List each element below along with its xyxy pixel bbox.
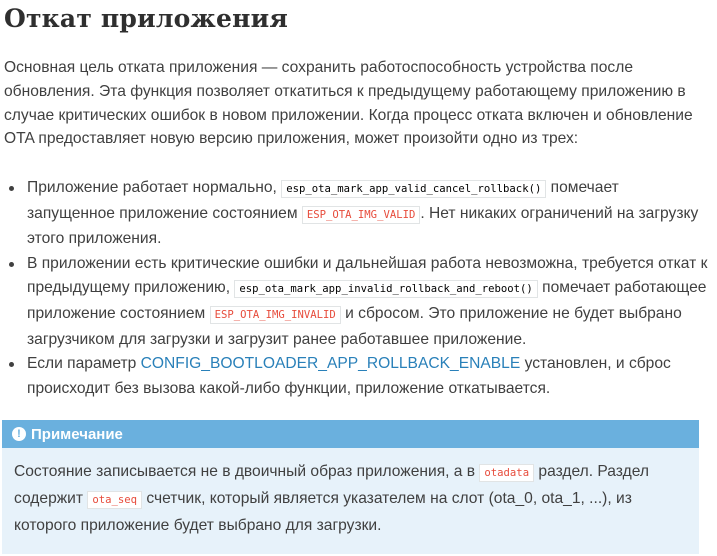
item-text: Если параметр [27, 355, 141, 373]
note-text: счетчик, который является указателем на слот (ota_0, ota_1, ...), из которого приложение будет выбрано для загрузки. [14, 490, 632, 534]
inline-code-literal: otadata [479, 464, 534, 482]
inline-code: esp_ota_mark_app_valid_cancel_rollback() [281, 180, 546, 198]
page-title: Откат приложения [4, 4, 288, 33]
item-text: помечает запущенное приложение состоянием [27, 179, 619, 222]
inline-code-literal: ESP_OTA_IMG_VALID [302, 206, 420, 224]
note-body [2, 448, 699, 539]
exclamation-icon: ! [12, 427, 26, 441]
bullet-icon [9, 262, 14, 267]
note-admonition [2, 420, 699, 554]
item-text: В приложении есть критические ошибки и дальнейшая работа невозможна, требуется откат к предыдущему приложению, [27, 254, 708, 297]
note-title: Примечание [31, 425, 123, 443]
item-text: и сбросом. Это приложение не будет выбрано загрузчиком для загрузки и загрузит ранее работавшее приложение. [27, 304, 682, 348]
item-text: установлен, и сброс происходит без вызова какой-либо функции, приложение откатывается. [27, 355, 671, 397]
intro-paragraph: Основная цель отката приложения — сохранить работоспособность устройства после обновления. Эта функция позволяет откатиться к предыдущему работающему приложению в случае критических ошибок в новом приложении. Когда процесс отката включен и обновление OTA предоставляет новую версию приложения, может произойти одно из трех: [4, 59, 693, 148]
bullet-icon [9, 186, 14, 191]
inline-code-literal: ESP_OTA_IMG_INVALID [210, 306, 341, 324]
note-text: Состояние записывается не в двоичный образ приложения, а в [14, 463, 480, 480]
item-text: помечает работающее приложение состоянием [27, 279, 707, 322]
item-text: . Нет никаких ограничений на загрузку этого приложения. [27, 204, 699, 248]
config-link[interactable]: CONFIG_BOOTLOADER_APP_ROLLBACK_ENABLE [140, 355, 521, 373]
bullet-icon [9, 362, 14, 367]
list-item [27, 176, 710, 252]
rollback-cases-list [0, 176, 710, 401]
note-text: раздел. Раздел содержит [14, 463, 649, 507]
list-item [27, 252, 710, 352]
item-text: Приложение работает нормально, [27, 179, 282, 196]
note-header [2, 420, 699, 448]
inline-code-literal: ota_seq [87, 491, 142, 509]
list-item [27, 352, 710, 401]
inline-code: esp_ota_mark_app_invalid_rollback_and_reboot() [234, 280, 537, 298]
